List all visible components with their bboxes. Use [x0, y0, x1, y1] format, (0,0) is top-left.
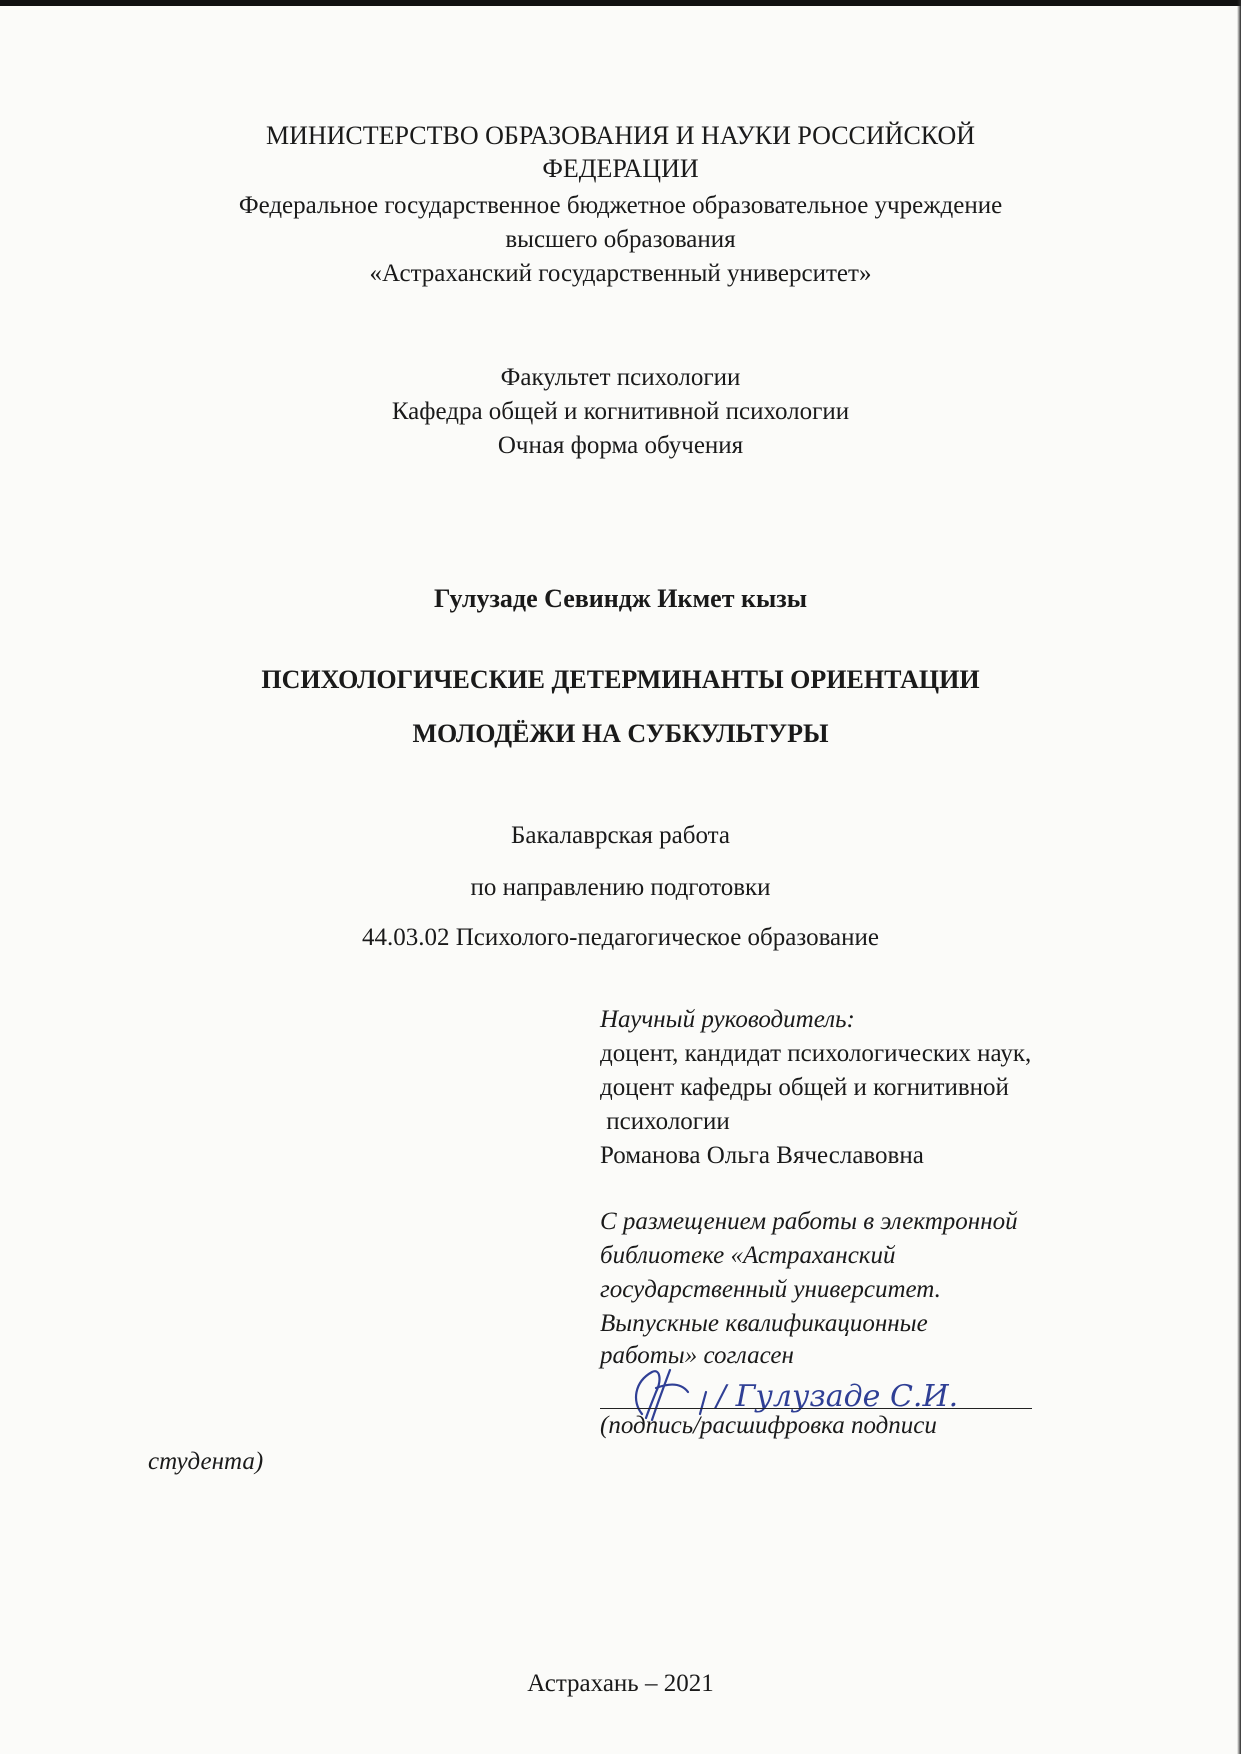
- signature-line: [600, 1408, 1032, 1409]
- consent-line-3: государственный университет.: [600, 1276, 941, 1303]
- supervisor-position: доцент кафедры общей и когнитивной: [600, 1074, 1009, 1101]
- department-name: Кафедра общей и когнитивной психологии: [391, 398, 850, 425]
- consent-line-5: работы» согласен: [600, 1342, 794, 1369]
- consent-line-4: Выпускные квалификационные: [600, 1310, 928, 1337]
- supervisor-position-cont: психологии: [600, 1108, 730, 1135]
- handwritten-signature-text: / Гулузаде С.И.: [716, 1379, 959, 1414]
- city-year: Астрахань – 2021: [527, 1670, 714, 1697]
- author-name: Гулузаде Севиндж Икмет кызы: [433, 584, 808, 613]
- institution-line-1: Федеральное государственное бюджетное образовательное учреждение: [238, 192, 1003, 219]
- consent-line-2: библиотеке «Астраханский: [600, 1242, 896, 1269]
- supervisor-label: Научный руководитель:: [600, 1006, 855, 1033]
- scan-edge-top: [0, 0, 1241, 6]
- signature-caption-1: (подпись/расшифровка подписи: [600, 1412, 937, 1439]
- specialty-code: 44.03.02 Психолого-педагогическое образование: [361, 924, 880, 951]
- ministry-line-2: ФЕДЕРАЦИИ: [542, 154, 699, 183]
- faculty-name: Факультет психологии: [500, 364, 741, 391]
- signature-caption-2: студента): [148, 1448, 264, 1475]
- thesis-title-line-2: МОЛОДЁЖИ НА СУБКУЛЬТУРЫ: [412, 719, 829, 748]
- work-direction: по направлению подготовки: [470, 874, 771, 901]
- work-type: Бакалаврская работа: [511, 822, 730, 849]
- university-name: «Астраханский государственный университет»: [369, 260, 872, 287]
- ministry-line-1: МИНИСТЕРСТВО ОБРАЗОВАНИЯ И НАУКИ РОССИЙСКОЙ: [265, 121, 976, 150]
- supervisor-degree: доцент, кандидат психологических наук,: [600, 1040, 1032, 1067]
- study-form: Очная форма обучения: [497, 432, 744, 459]
- institution-line-2: высшего образования: [505, 226, 736, 253]
- consent-line-1: С размещением работы в электронной: [600, 1208, 1018, 1235]
- thesis-title-line-1: ПСИХОЛОГИЧЕСКИЕ ДЕТЕРМИНАНТЫ ОРИЕНТАЦИИ: [261, 665, 980, 694]
- supervisor-name: Романова Ольга Вячеславовна: [600, 1142, 924, 1169]
